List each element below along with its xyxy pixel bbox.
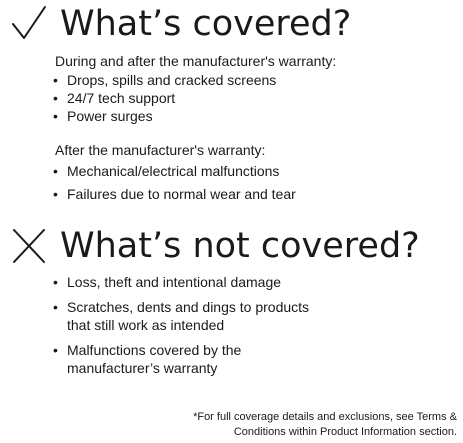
covered-list-after (53, 162, 296, 203)
checkmark-icon (10, 4, 48, 44)
list-item: • Loss, theft and intentional damage (53, 274, 282, 290)
footnote-line-1: *For full coverage details and exclusions, see Terms & (193, 411, 457, 423)
bullet: • (53, 299, 58, 315)
bullet: • (53, 274, 58, 290)
list-item: • Scratches, dents and dings to products that still work as intended (53, 299, 310, 333)
bullet: • (53, 342, 58, 358)
bullet: • (53, 90, 58, 106)
x-mark-icon (10, 226, 48, 266)
list-item: • 24/7 tech support (53, 90, 176, 106)
list-item: • Failures due to normal wear and tear (53, 186, 296, 202)
footnote (157, 410, 457, 440)
not-covered-title: What’s not covered? (60, 225, 420, 266)
covered-intro-during: During and after the manufacturer's warranty: (55, 53, 337, 69)
covered-title: What’s covered? (60, 3, 352, 44)
not-covered-heading (10, 226, 420, 266)
not-covered-list (53, 273, 309, 377)
list-item: • Power surges (53, 108, 153, 124)
covered-intro-after: After the manufacturer's warranty: (55, 142, 266, 158)
covered-heading (10, 4, 351, 44)
bullet: • (53, 163, 58, 179)
covered-list-during (53, 71, 276, 125)
list-item: • Malfunctions covered by the manufacturer’s warranty (53, 342, 242, 376)
bullet: • (53, 72, 58, 88)
footnote-line-2: Conditions within Product Information section. (233, 426, 457, 438)
bullet: • (53, 108, 58, 124)
bullet: • (53, 186, 58, 202)
list-item: • Drops, spills and cracked screens (53, 72, 277, 88)
list-item: • Mechanical/electrical malfunctions (53, 163, 280, 179)
